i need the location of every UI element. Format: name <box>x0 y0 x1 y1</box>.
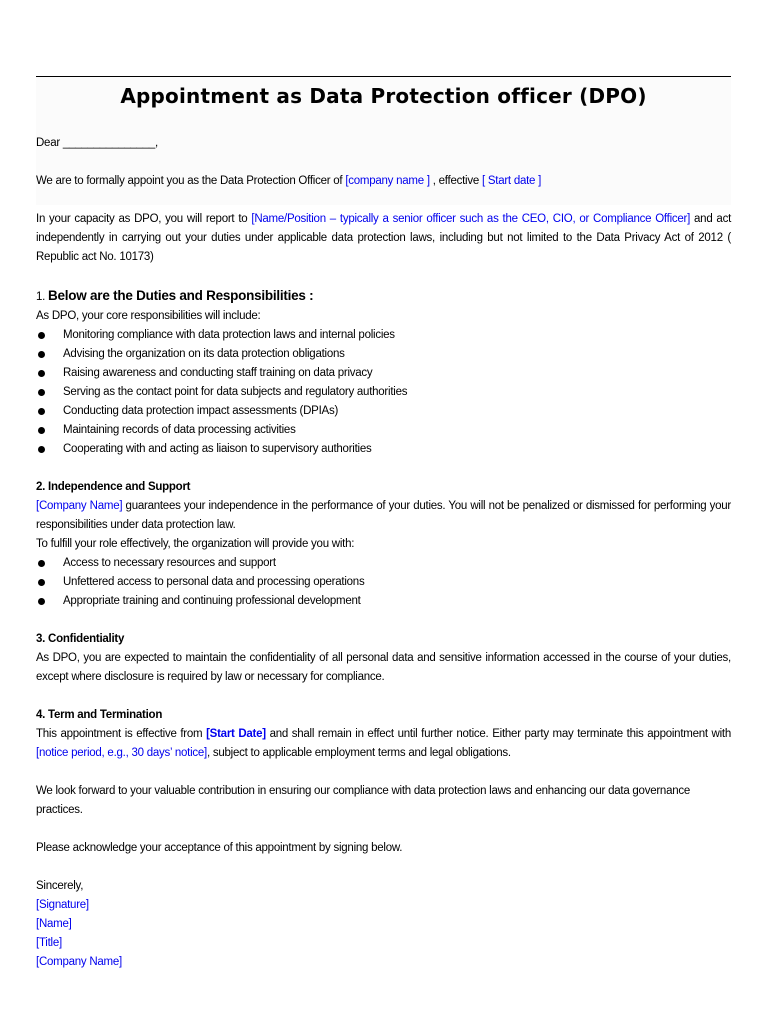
company-placeholder: [company name ] <box>345 175 430 187</box>
list-item-text: Monitoring compliance with data protection laws and internal policies <box>63 329 395 341</box>
section4-paragraph <box>36 725 731 763</box>
list-item-text: Appropriate training and continuing professional development <box>63 595 361 607</box>
section1-title: Below are the Duties and Responsibilities : <box>48 288 314 303</box>
bullet-icon <box>38 389 45 396</box>
section1-lead: As DPO, your core responsibilities will include: <box>36 310 261 322</box>
list-item <box>36 573 731 592</box>
company-name-placeholder: [Company Name] <box>36 956 122 968</box>
title-placeholder: [Title] <box>36 937 62 949</box>
acknowledge-paragraph: Please acknowledge your acceptance of this appointment by signing below. <box>36 842 403 854</box>
bullet-icon <box>38 332 45 339</box>
letter-body <box>36 134 731 972</box>
start-date-placeholder: [ Start date ] <box>481 175 542 187</box>
section2-heading: 2. Independence and Support <box>36 481 191 493</box>
bullet-icon <box>38 408 45 415</box>
notice-period-placeholder: [notice period, e.g., 30 days’ notice] <box>36 747 207 759</box>
bullet-icon <box>38 370 45 377</box>
list-item-text: Raising awareness and conducting staff training on data privacy <box>63 367 373 379</box>
capacity-text-2: and act independently in carrying out your duties under applicable data protection laws, including but not limited to the Data Privacy Act of 2012 ( Republic act No. 10173) <box>36 213 732 263</box>
section4-text-3: , subject to applicable employment terms and legal obligations. <box>207 747 511 759</box>
list-item <box>36 421 731 440</box>
support-list <box>36 554 731 611</box>
section1-number: 1. <box>36 291 49 303</box>
list-item <box>36 440 731 459</box>
section2-text: guarantees your independence in the performance of your duties. You will not be penalized or dismissed for performing your responsibilities under data protection law. <box>36 500 731 531</box>
bullet-icon <box>38 351 45 358</box>
list-item <box>36 364 731 383</box>
list-item-text: Conducting data protection impact assessments (DPIAs) <box>63 405 339 417</box>
section4-heading: 4. Term and Termination <box>36 709 163 721</box>
section2-lead: To fulfill your role effectively, the organization will provide you with: <box>36 538 355 550</box>
list-item-text: Cooperating with and acting as liaison to supervisory authorities <box>63 443 372 455</box>
document-title: Appointment as Data Protection officer (DPO) <box>120 84 647 108</box>
list-item-text: Access to necessary resources and support <box>63 557 276 569</box>
closing-paragraph: We look forward to your valuable contribution in ensuring our compliance with data protection laws and enhancing our data governance practices. <box>36 785 691 816</box>
bullet-icon <box>38 560 45 567</box>
reportee-placeholder: [Name/Position – typically a senior officer such as the CEO, CIO, or Compliance Officer] <box>251 213 691 225</box>
list-item <box>36 383 731 402</box>
list-item-text: Serving as the contact point for data subjects and regulatory authorities <box>63 386 408 398</box>
list-item <box>36 554 731 573</box>
start-date-placeholder: [Start Date] <box>206 728 266 740</box>
list-item <box>36 402 731 421</box>
duties-list <box>36 326 731 459</box>
sign-off: Sincerely, <box>36 880 84 892</box>
bullet-icon <box>38 446 45 453</box>
salutation: Dear _______________, <box>36 137 159 149</box>
intro-paragraph <box>36 172 731 191</box>
signature-placeholder: [Signature] <box>36 899 89 911</box>
list-item <box>36 326 731 345</box>
list-item-text: Advising the organization on its data protection obligations <box>63 348 345 360</box>
capacity-text: In your capacity as DPO, you will report to <box>36 213 252 225</box>
section4-text: This appointment is effective from <box>36 728 207 740</box>
section3-paragraph: As DPO, you are expected to maintain the confidentiality of all personal data and sensitive information accessed in the course of your duties, except where disclosure is required by law or necessary for compliance. <box>36 652 731 683</box>
section4-text-2: and shall remain in effect until further notice. Either party may terminate this appointment with <box>265 728 732 740</box>
section2-paragraph <box>36 497 731 535</box>
intro-text: We are to formally appoint you as the Data Protection Officer of <box>36 175 346 187</box>
company-placeholder: [Company Name] <box>36 500 123 512</box>
section3-heading: 3. Confidentiality <box>36 633 125 645</box>
capacity-paragraph <box>36 210 731 267</box>
name-placeholder: [Name] <box>36 918 72 930</box>
list-item-text: Unfettered access to personal data and processing operations <box>63 576 365 588</box>
bullet-icon <box>38 427 45 434</box>
intro-text-2: , effective <box>429 175 482 187</box>
section1-heading <box>36 286 731 307</box>
list-item-text: Maintaining records of data processing activities <box>63 424 296 436</box>
bullet-icon <box>38 598 45 605</box>
list-item <box>36 345 731 364</box>
bullet-icon <box>38 579 45 586</box>
list-item <box>36 592 731 611</box>
